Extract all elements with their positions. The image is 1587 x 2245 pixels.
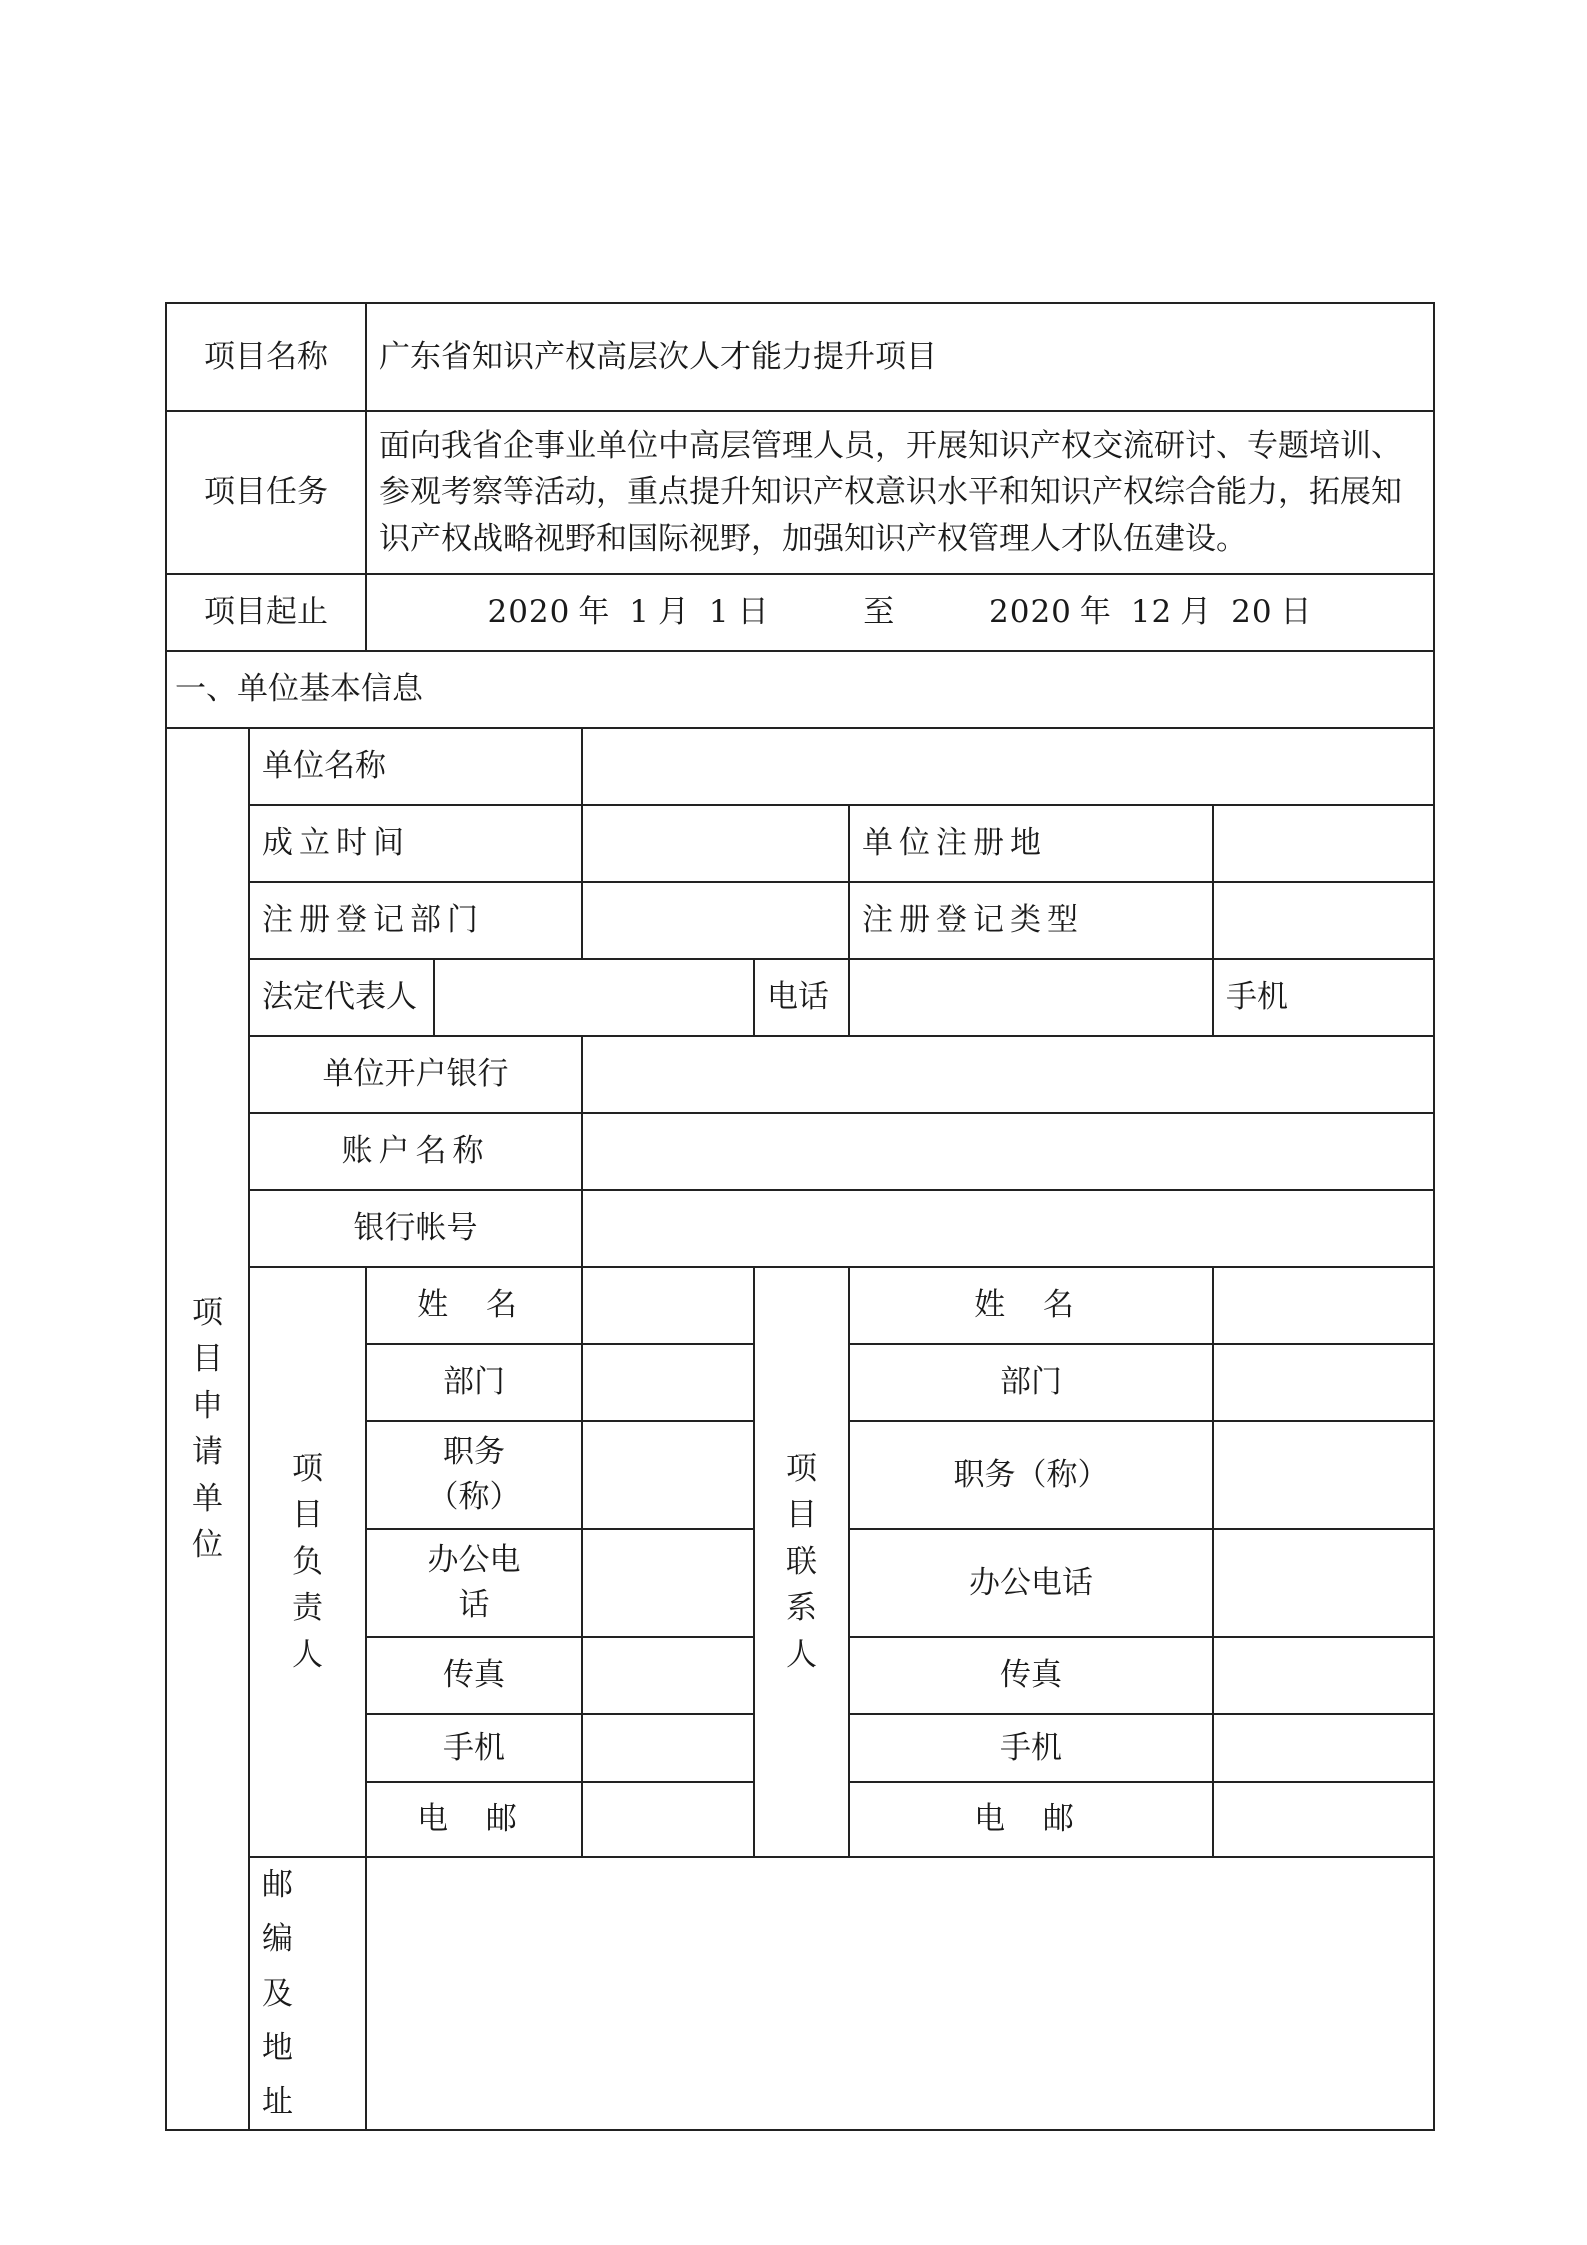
contact-title-field[interactable] xyxy=(1213,1421,1434,1529)
end-year-unit: 年 xyxy=(1079,594,1112,631)
start-month: 1 xyxy=(629,594,650,631)
contact-mobile-label: 手机 xyxy=(849,1714,1213,1782)
project-name-label: 项目名称 xyxy=(166,303,366,411)
end-year: 2020 xyxy=(989,594,1072,631)
end-month-unit: 月 xyxy=(1180,594,1213,631)
start-day-unit: 日 xyxy=(737,594,770,631)
leader-mobile-label: 手机 xyxy=(366,1714,582,1782)
leader-dept-field[interactable] xyxy=(582,1344,754,1421)
contact-title-label: 职务（称） xyxy=(849,1421,1213,1529)
bank-label: 单位开户银行 xyxy=(249,1036,582,1113)
leader-side-label: 项 目 负 责 人 xyxy=(249,1267,366,1857)
bank-field[interactable] xyxy=(582,1036,1434,1113)
project-period-value xyxy=(366,574,1434,651)
application-form-table xyxy=(165,302,1435,2131)
start-month-unit: 月 xyxy=(657,594,690,631)
account-name-label: 账户名称 xyxy=(249,1113,582,1190)
reg-type-label: 注册登记类型 xyxy=(849,882,1213,959)
to-text: 至 xyxy=(863,594,896,631)
leader-email-field[interactable] xyxy=(582,1782,754,1857)
section-basic-info-heading: 一、单位基本信息 xyxy=(166,651,1434,728)
contact-name-field[interactable] xyxy=(1213,1267,1434,1344)
contact-fax-field[interactable] xyxy=(1213,1637,1434,1714)
leader-name-field[interactable] xyxy=(582,1267,754,1344)
project-period-label: 项目起止 xyxy=(166,574,366,651)
founded-field[interactable] xyxy=(582,805,849,882)
start-year-unit: 年 xyxy=(578,594,611,631)
account-no-field[interactable] xyxy=(582,1190,1434,1267)
reg-place-label: 单位注册地 xyxy=(849,805,1213,882)
legal-rep-field[interactable] xyxy=(434,959,754,1036)
end-month: 12 xyxy=(1130,594,1173,631)
reg-type-field[interactable] xyxy=(1213,882,1434,959)
unit-name-field[interactable] xyxy=(582,728,1434,805)
project-task-value: 面向我省企事业单位中高层管理人员，开展知识产权交流研讨、专题培训、参观考察等活动，重点提升知识产权意识水平和知识产权综合能力，拓展知识产权战略视野和国际视野，加强知识产权管理人才队伍建设。 xyxy=(366,411,1434,574)
applicant-unit-side-label: 项 目 申 请 单 位 xyxy=(166,728,249,2130)
leader-title-label: 职务 （称） xyxy=(366,1421,582,1529)
account-no-label: 银行帐号 xyxy=(249,1190,582,1267)
leader-mobile-field[interactable] xyxy=(582,1714,754,1782)
leader-name-label: 姓 名 xyxy=(366,1267,582,1344)
project-name-value: 广东省知识产权高层次人才能力提升项目 xyxy=(366,303,1434,411)
account-name-field[interactable] xyxy=(582,1113,1434,1190)
leader-office-phone-field[interactable] xyxy=(582,1529,754,1637)
end-day-unit: 日 xyxy=(1280,594,1313,631)
contact-name-label: 姓 名 xyxy=(849,1267,1213,1344)
contact-dept-field[interactable] xyxy=(1213,1344,1434,1421)
address-field[interactable] xyxy=(366,1857,1434,2130)
mobile-label: 手机 xyxy=(1213,959,1434,1036)
start-day: 1 xyxy=(708,594,730,631)
end-day: 20 xyxy=(1231,594,1273,631)
leader-fax-label: 传真 xyxy=(366,1637,582,1714)
leader-office-phone-label: 办公电 话 xyxy=(366,1529,582,1637)
address-label: 邮 编 及 地 址 xyxy=(249,1857,366,2130)
leader-title-field[interactable] xyxy=(582,1421,754,1529)
phone-label: 电话 xyxy=(754,959,849,1036)
legal-rep-label: 法定代表人 xyxy=(249,959,434,1036)
contact-office-phone-field[interactable] xyxy=(1213,1529,1434,1637)
contact-email-label: 电 邮 xyxy=(849,1782,1213,1857)
founded-label: 成立时间 xyxy=(249,805,582,882)
leader-email-label: 电 邮 xyxy=(366,1782,582,1857)
contact-side-label: 项 目 联 系 人 xyxy=(754,1267,849,1857)
contact-email-field[interactable] xyxy=(1213,1782,1434,1857)
contact-dept-label: 部门 xyxy=(849,1344,1213,1421)
phone-field[interactable] xyxy=(849,959,1213,1036)
contact-mobile-field[interactable] xyxy=(1213,1714,1434,1782)
leader-fax-field[interactable] xyxy=(582,1637,754,1714)
reg-place-field[interactable] xyxy=(1213,805,1434,882)
reg-dept-field[interactable] xyxy=(582,882,849,959)
reg-dept-label: 注册登记部门 xyxy=(249,882,582,959)
contact-office-phone-label: 办公电话 xyxy=(849,1529,1213,1637)
contact-fax-label: 传真 xyxy=(849,1637,1213,1714)
start-year: 2020 xyxy=(487,594,571,631)
leader-dept-label: 部门 xyxy=(366,1344,582,1421)
project-task-label: 项目任务 xyxy=(166,411,366,574)
unit-name-label: 单位名称 xyxy=(249,728,582,805)
